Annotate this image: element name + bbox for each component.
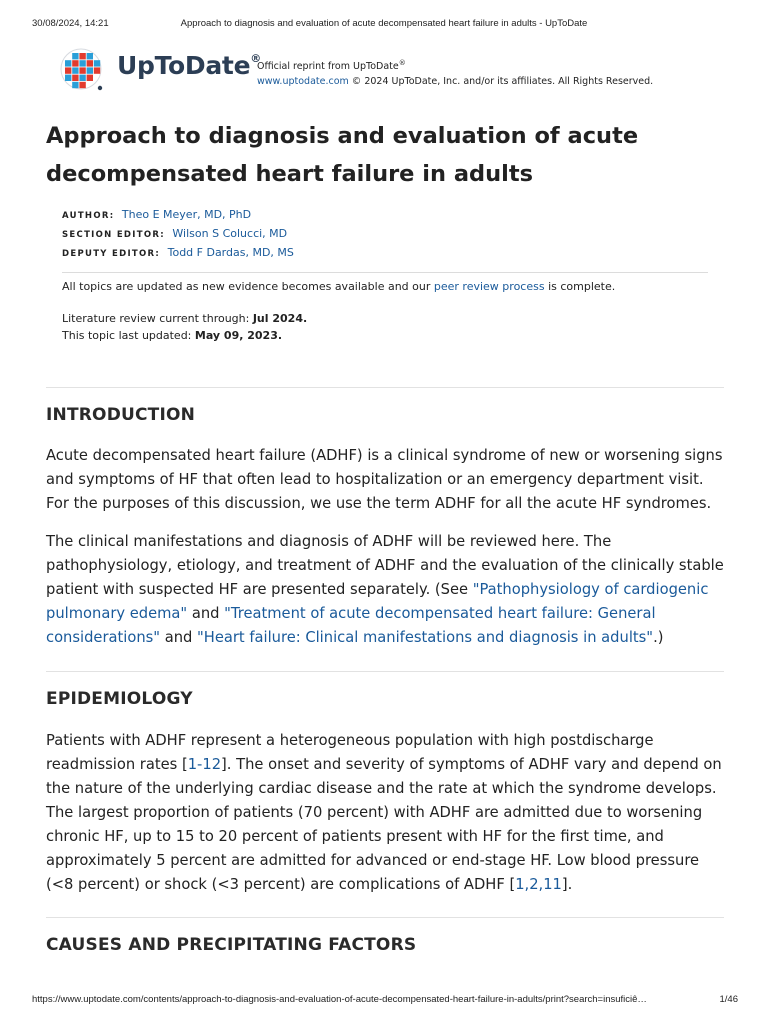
credit-role-label: AUTHOR: [62,211,115,221]
registered-mark: ® [250,51,261,65]
author-link[interactable]: Theo E Meyer, MD, PhD [121,208,252,221]
credits-divider [62,272,708,273]
logo-cell [79,67,85,73]
uptodate-logo-icon [60,48,104,92]
logo-cell [65,60,71,66]
print-header [0,16,768,30]
logo-cell [65,75,71,81]
introduction-paragraph-2 [46,530,726,650]
reprint-notice [257,56,653,89]
print-page-number: 1/46 [719,994,738,1005]
credit-role-label: SECTION EDITOR: [62,230,165,240]
print-datetime: 30/08/2024, 14:21 [32,18,109,29]
section-divider [46,387,724,388]
credit-section-editor [62,225,702,244]
topic-credits [62,206,702,263]
paragraph-text: and [187,605,225,622]
credit-role-label: DEPUTY EDITOR: [62,249,161,259]
logo-cell [79,82,85,88]
logo-cell [79,75,85,81]
paragraph-text: Patients with ADHF represent a heterogeneous population with high postdischarge readmission rates [ [46,732,654,773]
last-updated-line [62,327,708,344]
section-editor-link[interactable]: Wilson S Colucci, MD [172,227,288,240]
literature-review-label: Literature review current through: [62,312,253,325]
print-url: https://www.uptodate.com/contents/approach-to-diagnosis-and-evaluation-of-acute-decompensated-heart-failure-in-adults/print?search=insuficiê… [32,994,647,1005]
brand-header [60,46,720,94]
credit-author [62,206,702,225]
logo-cell [87,75,93,81]
reprint-line: Official reprint from UpToDate [257,61,399,73]
literature-review-date: Jul 2024. [252,312,308,325]
paragraph-text: ]. [561,876,573,893]
paragraph-text: .) [653,629,664,646]
deputy-editor-link[interactable]: Todd F Dardas, MD, MS [167,246,294,259]
causes-heading: CAUSES AND PRECIPITATING FACTORS [46,935,417,955]
logo-cell [94,60,100,66]
section-divider [46,917,724,918]
logo-cell [72,60,78,66]
logo-cell [72,53,78,59]
paragraph-text: The clinical manifestations and diagnosis of ADHF will be reviewed here. The pathophysiology, etiology, and treatment of ADHF and the evaluation of the clinically stable patient with suspected HF are presented separately. (See [46,533,724,598]
reference-link[interactable]: 1-12 [187,756,222,773]
print-footer [0,994,768,1008]
logo-cell [72,82,78,88]
logo-cell [79,60,85,66]
reprint-registered-mark: ® [398,59,406,67]
epidemiology-heading: EPIDEMIOLOGY [46,689,193,709]
print-page-title: Approach to diagnosis and evaluation of acute decompensated heart failure in adults - UpToDate [180,18,588,29]
credit-deputy-editor [62,244,702,263]
logo-cell [72,75,78,81]
logo-cell [87,60,93,66]
topic-link-treatment[interactable]: "Treatment of acute decompensated heart failure: General considerations" [46,605,656,646]
paragraph-text: and [160,629,198,646]
reference-link[interactable]: 1,2,11 [515,876,562,893]
logo-cell [65,67,71,73]
logo-cell [72,67,78,73]
peer-review-link[interactable]: peer review process [433,280,545,293]
uptodate-wordmark [117,51,261,80]
uptodate-site-link[interactable]: www.uptodate.com [257,76,349,88]
update-note-text: All topics are updated as new evidence becomes available and our [62,280,434,293]
topic-link-pathophysiology[interactable]: "Pathophysiology of cardiogenic pulmonary edema" [46,581,709,622]
logo-cell [79,53,85,59]
literature-review-line [62,310,708,327]
paragraph-text: ]. The onset and severity of symptoms of ADHF vary and depend on the nature of the underlying cardiac disease and the rate at which the syndrome develops. The largest proportion of patients (70 percent) with ADHF are admitted due to worsening chronic HF, up to 15 to 20 percent of patients present with HF for the first time, and approximately 5 percent are admitted for advanced or end-stage HF. Low blood pressure (<8 percent) or shock (<3 percent) are complications of ADHF [ [46,756,722,893]
topic-link-heart-failure-diagnosis[interactable]: "Heart failure: Clinical manifestations and diagnosis in adults" [197,629,654,646]
last-updated-label: This topic last updated: [62,329,195,342]
logo-cell [87,53,93,59]
section-divider [46,671,724,672]
copyright-text: © 2024 UpToDate, Inc. and/or its affiliates. All Rights Reserved. [348,76,654,88]
update-note [62,278,708,295]
last-updated-date: May 09, 2023. [194,329,283,342]
update-note-text-end: is complete. [544,280,616,293]
review-dates [62,310,708,344]
epidemiology-paragraph-1 [46,729,726,897]
topic-title: Approach to diagnosis and evaluation of acute decompensated heart failure in adults [46,123,639,187]
logo-cell [94,67,100,73]
logo-cell [87,67,93,73]
brand-name: UpToDate [117,51,251,80]
introduction-heading: INTRODUCTION [46,405,196,425]
introduction-paragraph-1: Acute decompensated heart failure (ADHF) is a clinical syndrome of new or worsening signs and symptoms of HF that often lead to hospitalization or an emergency department visit. For the purposes of this discussion, we use the term ADHF for all the acute HF syndromes. [46,447,723,512]
